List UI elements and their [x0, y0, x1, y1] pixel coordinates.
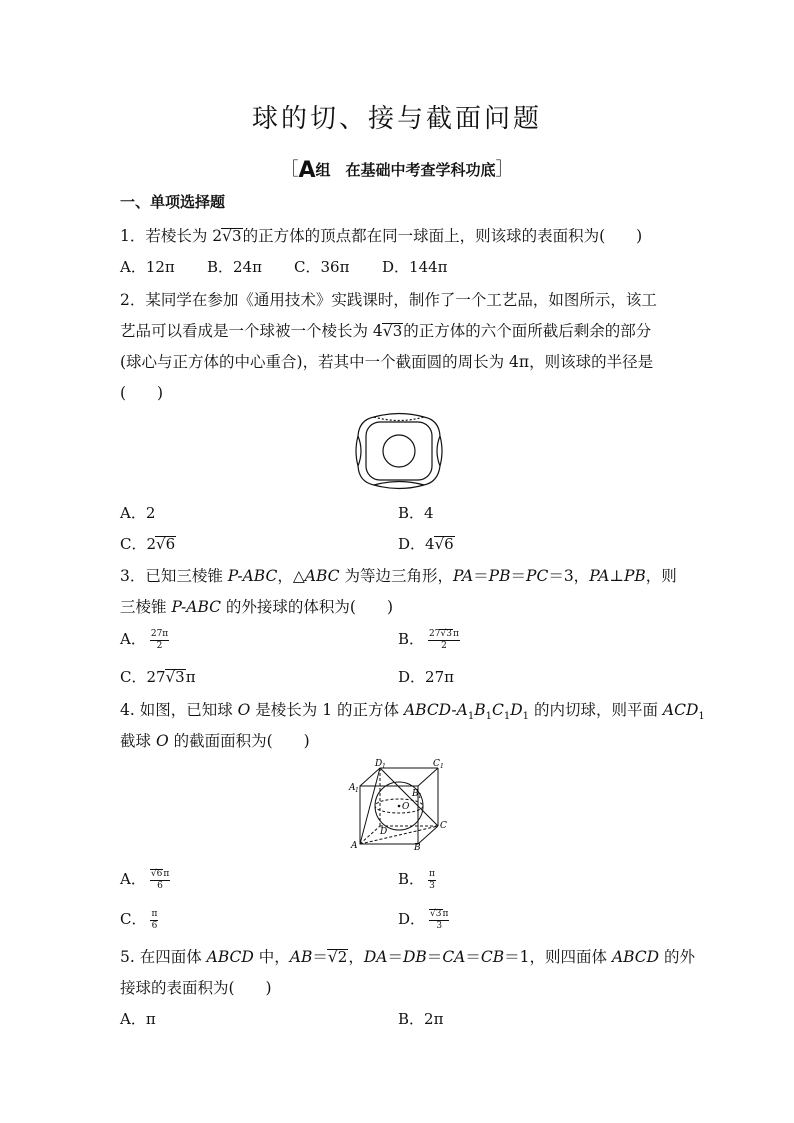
label-o: O [402, 802, 410, 812]
q5-option-a: A．π [120, 1010, 156, 1028]
q3-t: PA [452, 567, 474, 585]
label-c1: C [433, 759, 440, 769]
q3-t: PC [526, 567, 549, 585]
sqrt-2: √2 [327, 948, 348, 966]
question-4-line-2 [120, 729, 310, 751]
q5-t: ＝ [387, 948, 403, 966]
q3-t: ＝ [473, 567, 489, 585]
subscript: 1 [440, 763, 444, 770]
q4-t: O [237, 701, 251, 719]
q4-optc-label: C． [120, 910, 147, 928]
section-heading: 一、单项选择题 [120, 193, 226, 211]
q4-t: 4. 如图，已知球 [120, 701, 238, 719]
sqrt-3: √3 [382, 322, 403, 340]
num-post: π [452, 628, 459, 639]
sqrt-3: √3 [440, 628, 452, 639]
q5-t: DB [402, 948, 427, 966]
q5-t: AB [289, 948, 313, 966]
q4-optb-label: B． [398, 870, 425, 888]
q5-t: ＝ [465, 948, 481, 966]
question-2-line-4: ( ) [120, 384, 164, 402]
q5-t: CB [480, 948, 505, 966]
q1-option-c: C．36π [294, 258, 350, 276]
numerator [428, 629, 460, 641]
question-3-line-2 [120, 595, 393, 617]
q3-optb-label: B． [398, 630, 425, 648]
label-d: D [380, 827, 388, 837]
q5-t: ABCD [206, 948, 254, 966]
fraction [150, 909, 158, 932]
q3-option-c [120, 666, 196, 687]
label-a: A [351, 841, 358, 850]
subscript: 1 [355, 787, 359, 794]
q3-t: ，△ [277, 567, 305, 585]
numerator [429, 909, 449, 921]
subscript: 1 [522, 711, 530, 723]
q4-t: 的内切球，则平面 [529, 701, 663, 719]
label-d1: D [375, 759, 383, 769]
num-post: π [163, 868, 170, 879]
page-title: 球的切、接与截面问题 [251, 104, 542, 134]
q3-t: PB [623, 567, 646, 585]
q3-t: 的外接球的体积为( ) [221, 598, 394, 616]
q1-text-post: 的正方体的顶点都在同一球面上，则该球的表面积为( ) [242, 227, 643, 245]
q2-option-a: A．2 [120, 504, 156, 522]
q3-t: ＝ [510, 567, 527, 585]
q4-opta-label: A． [120, 870, 146, 888]
denominator: 3 [436, 920, 443, 931]
denominator: 2 [156, 640, 163, 651]
q5-t: ＝ [312, 948, 328, 966]
num-pre: 27 [429, 628, 441, 639]
cube-inscribed-sphere-figure [346, 756, 452, 850]
question-3-line-1 [120, 564, 677, 586]
q3-opta-label: A． [120, 630, 146, 648]
q5-t: ABCD [611, 948, 660, 966]
denominator: 6 [157, 880, 163, 891]
q4-t: D [510, 701, 523, 719]
q5-t: ＝ [426, 948, 443, 966]
q5-t: 5. 在四面体 [120, 948, 207, 966]
q4-option-b [398, 868, 436, 892]
q3-t: ⊥ [609, 567, 624, 585]
q5-t: ， [348, 948, 364, 966]
q4-t: 截球 [120, 732, 156, 750]
q4-t: ABCD-A [403, 701, 468, 719]
question-5-line-2: 接球的表面积为( ) [120, 979, 272, 997]
q4-t: B [474, 701, 486, 719]
radicand: 3 [175, 668, 185, 686]
q4-t: 的截面面积为( ) [168, 732, 310, 750]
q3-t: 为等边三角形， [339, 567, 453, 585]
label-c: C [440, 821, 447, 831]
q1-option-a: A．12π [120, 258, 175, 276]
q2-option-c [120, 533, 176, 554]
group-bracket-close: ］ [495, 159, 514, 180]
radicand: 3 [435, 908, 442, 919]
denominator: 6 [151, 920, 158, 931]
q3-optc-pre: C．27 [120, 668, 166, 686]
q4-option-a [120, 868, 170, 892]
denominator: 3 [429, 880, 435, 891]
q3-t: P-ABC [227, 567, 278, 585]
q4-t: ACD [662, 701, 699, 719]
q2-l2-pre: 艺品可以看成是一个球被一个棱长为 4 [120, 322, 383, 340]
q2-optc-radicand: 6 [165, 535, 176, 553]
question-2-line-1: 2．某同学在参加《通用技术》实践课时，制作了一个工艺品，如图所示，该工 [120, 291, 657, 309]
q4-t: 是棱长为 1 的正方体 [250, 701, 404, 719]
q4-option-c [120, 908, 158, 932]
numerator: π [151, 908, 158, 919]
question-4-line-1 [120, 698, 705, 722]
q4-option-d [398, 908, 449, 932]
q5-t: 的外 [659, 948, 696, 966]
sqrt-3: √3 [222, 227, 242, 245]
group-letter: A [298, 158, 316, 183]
q3-t: ABC [304, 567, 340, 585]
q3-optc-post: π [185, 668, 196, 686]
question-5-line-1 [120, 945, 695, 967]
sqrt-6: √6 [434, 535, 454, 553]
subscript: 1 [382, 763, 386, 770]
sqrt-3: √3 [165, 668, 185, 686]
q3-t: P-ABC [171, 598, 221, 616]
q1-text-pre: 1．若棱长为 2 [120, 227, 223, 245]
radicand: 3 [446, 628, 452, 639]
subscript: 1 [485, 711, 492, 723]
group-label: 组 在基础中考查学科功底 [315, 161, 496, 179]
sqrt-6: √6 [150, 868, 163, 879]
q3-t: PA [589, 567, 610, 585]
q2-optd-pre: D．4 [398, 535, 435, 553]
q2-optd-radicand: 6 [444, 535, 454, 553]
radicand: 6 [156, 868, 163, 879]
q2-option-d [398, 533, 455, 554]
sqrt-6: √6 [156, 535, 176, 553]
numerator: 27π [150, 628, 169, 639]
subscript: 1 [503, 711, 511, 723]
q4-t: O [155, 732, 169, 750]
q3-t: ＝3， [548, 567, 590, 585]
fraction [429, 909, 449, 932]
q1-radicand: 3 [232, 227, 242, 245]
q5-t: DA [363, 948, 388, 966]
subscript: 1 [467, 711, 475, 723]
q3-t: 3．已知三棱锥 [120, 567, 228, 585]
q5-t: 中， [253, 948, 290, 966]
q3-option-d: D．27π [398, 668, 454, 686]
q5-t: ＝1，则四面体 [504, 948, 612, 966]
label-a1: A [349, 783, 356, 793]
q2-option-b: B．4 [398, 504, 434, 522]
fraction [428, 629, 460, 652]
num-post: π [442, 908, 449, 919]
label-b1: B [412, 789, 419, 799]
q3-option-a [120, 628, 169, 652]
q3-t: 三棱锥 [120, 598, 172, 616]
question-2-line-3: (球心与正方体的中心重合)，若其中一个截面圆的周长为 4π，则该球的半径是 [120, 353, 654, 371]
sqrt-3: √3 [430, 908, 442, 919]
group-bracket-open: ［ [280, 159, 299, 180]
q5-option-b: B．2π [398, 1010, 444, 1028]
subscript: 1 [698, 711, 705, 723]
cube-sphere-craft-figure [352, 410, 446, 492]
fraction [150, 629, 169, 652]
q3-t: ，则 [645, 567, 677, 585]
q4-optd-label: D． [398, 910, 426, 928]
q4-t: C [491, 701, 504, 719]
radicand: 2 [337, 948, 348, 966]
q2-l2-post: 的正方体的六个面所截后剩余的部分 [403, 322, 652, 340]
label-b: B [414, 843, 421, 850]
q5-t: CA [442, 948, 466, 966]
q3-option-b [398, 628, 460, 652]
group-heading [0, 155, 794, 183]
q1-option-d: D．144π [382, 258, 448, 276]
q3-t: PB [488, 567, 511, 585]
question-2-line-2 [120, 319, 651, 341]
numerator [150, 869, 170, 881]
numerator: π [429, 868, 435, 879]
fraction [150, 869, 170, 892]
denominator: 2 [441, 640, 447, 651]
subscript: 1 [418, 793, 422, 800]
fraction [428, 869, 436, 892]
q1-option-b: B．24π [207, 258, 262, 276]
question-1-stem [120, 224, 642, 246]
q2-optc-pre: C．2 [120, 535, 157, 553]
q2-radicand: 3 [392, 322, 403, 340]
